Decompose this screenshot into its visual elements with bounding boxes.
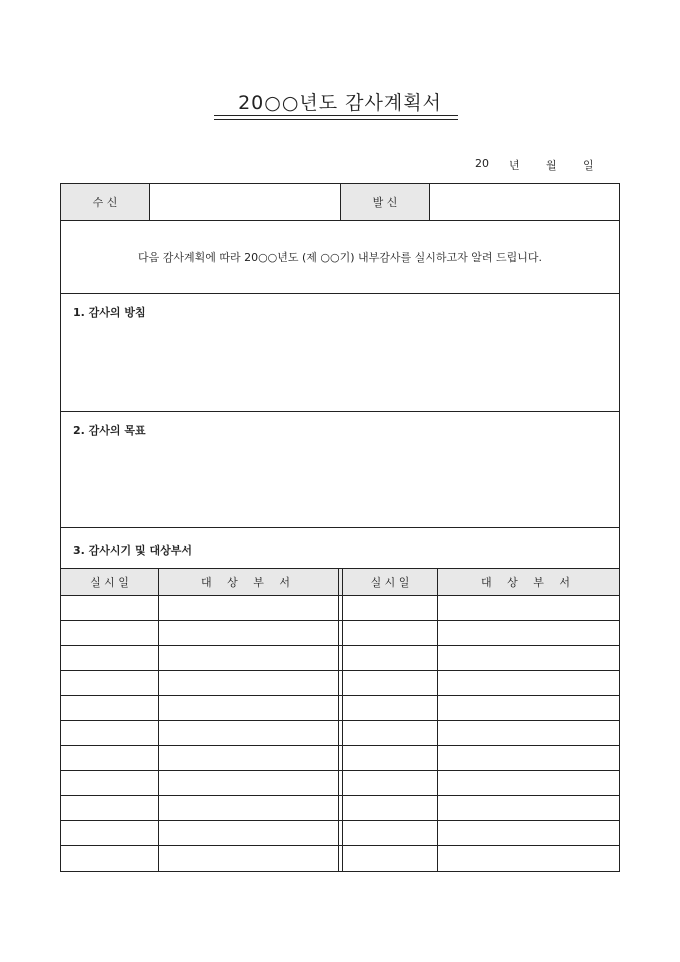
table-row	[61, 721, 619, 746]
date-cell[interactable]	[343, 771, 437, 795]
objective-section-label: 2. 감사의 목표	[73, 424, 146, 437]
dept-cell[interactable]	[438, 821, 619, 845]
dept-cell[interactable]	[159, 771, 338, 795]
dept-cell[interactable]	[438, 771, 619, 795]
notice-row	[61, 221, 619, 294]
table-row	[61, 621, 619, 646]
date-cell[interactable]	[61, 671, 158, 695]
dept-cell[interactable]	[438, 621, 619, 645]
dept-cell[interactable]	[159, 721, 338, 745]
table-row	[61, 646, 619, 671]
table-row	[61, 846, 619, 871]
table-row	[61, 746, 619, 771]
schedule-table-body	[61, 596, 619, 871]
dept-cell[interactable]	[159, 621, 338, 645]
policy-section-label: 1. 감사의 방침	[73, 306, 146, 319]
title-underline-top	[214, 115, 458, 116]
dept-cell[interactable]	[438, 746, 619, 770]
table-row	[61, 671, 619, 696]
sender-field[interactable]	[430, 184, 619, 220]
header-date-2: 실 시 일	[370, 576, 410, 589]
date-cell[interactable]	[61, 596, 158, 620]
date-cell[interactable]	[61, 821, 158, 845]
dept-cell[interactable]	[159, 596, 338, 620]
schedule-section-label: 3. 감사시기 및 대상부서	[73, 544, 192, 557]
date-cell[interactable]	[61, 721, 158, 745]
audit-plan-form	[60, 183, 620, 872]
dept-cell[interactable]	[159, 746, 338, 770]
header-dept-2: 대 상 부 서	[481, 576, 576, 589]
date-cell[interactable]	[61, 771, 158, 795]
dept-cell[interactable]	[159, 796, 338, 820]
dept-cell[interactable]	[438, 671, 619, 695]
document-title: 20○○년도 감사계획서	[238, 92, 442, 114]
policy-section[interactable]	[61, 294, 619, 412]
date-cell[interactable]	[343, 596, 437, 620]
date-cell[interactable]	[343, 821, 437, 845]
dept-cell[interactable]	[438, 721, 619, 745]
date-year-label: 년	[509, 159, 520, 172]
date-cell[interactable]	[343, 721, 437, 745]
dept-cell[interactable]	[159, 846, 338, 871]
sender-label: 발 신	[341, 184, 429, 220]
table-row	[61, 821, 619, 846]
dept-cell[interactable]	[159, 696, 338, 720]
recipient-field[interactable]	[150, 184, 340, 220]
table-row	[61, 696, 619, 721]
date-cell[interactable]	[61, 846, 158, 871]
table-row	[61, 796, 619, 821]
date-cell[interactable]	[343, 646, 437, 670]
dept-cell[interactable]	[438, 596, 619, 620]
header-dept-1: 대 상 부 서	[201, 576, 296, 589]
date-cell[interactable]	[61, 621, 158, 645]
date-cell[interactable]	[343, 696, 437, 720]
schedule-table-header	[61, 569, 619, 596]
schedule-section-title	[61, 528, 619, 569]
title-underline-bottom	[214, 119, 458, 120]
dept-cell[interactable]	[159, 646, 338, 670]
date-cell[interactable]	[343, 796, 437, 820]
date-cell[interactable]	[61, 646, 158, 670]
dept-cell[interactable]	[159, 821, 338, 845]
date-cell[interactable]	[61, 796, 158, 820]
table-row	[61, 596, 619, 621]
table-row	[61, 771, 619, 796]
header-date-1: 실 시 일	[90, 576, 129, 589]
date-day-label: 일	[583, 159, 594, 172]
schedule-table	[61, 569, 619, 871]
date-cell[interactable]	[61, 746, 158, 770]
objective-section[interactable]	[61, 412, 619, 528]
date-cell[interactable]	[343, 746, 437, 770]
dept-cell[interactable]	[438, 646, 619, 670]
dept-cell[interactable]	[438, 846, 619, 871]
date-cell[interactable]	[343, 671, 437, 695]
date-cell[interactable]	[61, 696, 158, 720]
date-year-prefix: 20	[475, 157, 489, 170]
dept-cell[interactable]	[438, 796, 619, 820]
notice-text: 다음 감사계획에 따라 20○○년도 (제 ○○기) 내부감사를 실시하고자 알려 드립니다.	[137, 251, 543, 264]
dept-cell[interactable]	[159, 671, 338, 695]
header-row	[61, 184, 619, 221]
dept-cell[interactable]	[438, 696, 619, 720]
date-month-label: 월	[546, 159, 557, 172]
date-cell[interactable]	[343, 846, 437, 871]
recipient-label: 수 신	[61, 184, 149, 220]
date-cell[interactable]	[343, 621, 437, 645]
